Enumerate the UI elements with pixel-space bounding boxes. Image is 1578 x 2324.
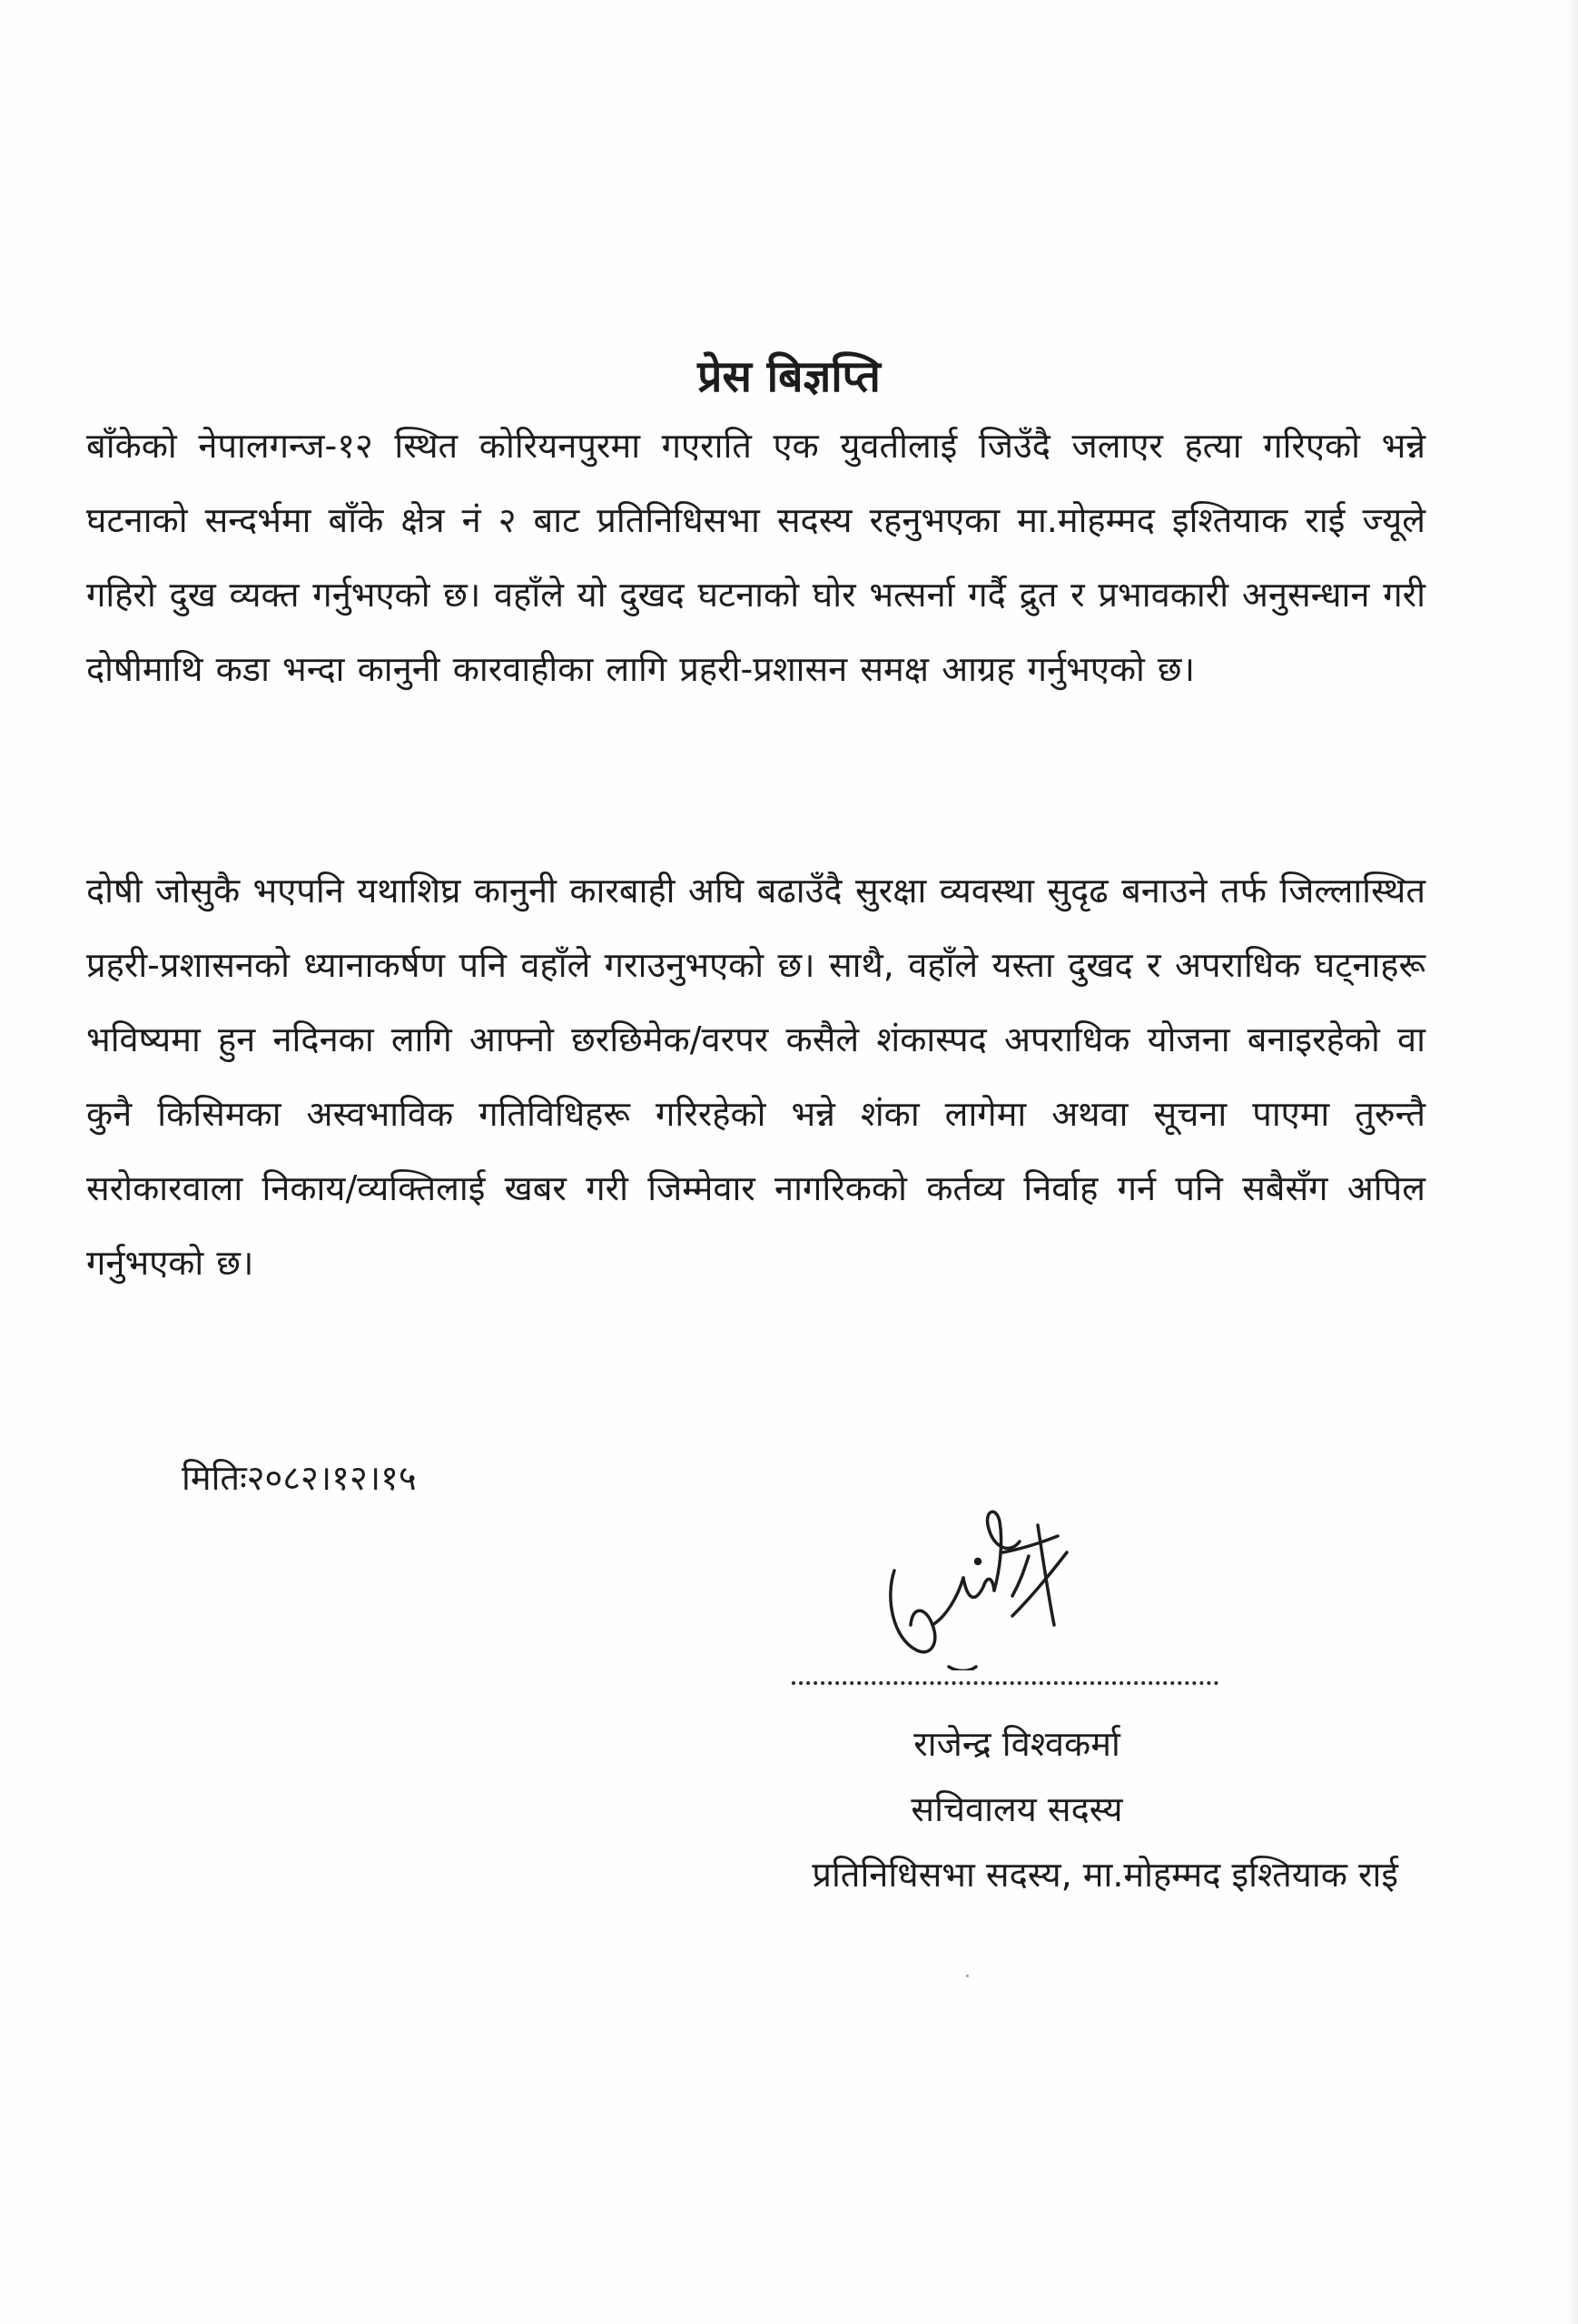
paper-speck (966, 1974, 969, 1977)
signatory-role: सचिवालय सदस्य (911, 1789, 1123, 1829)
signature-dotted-line (792, 1681, 1218, 1685)
handwritten-signature-icon (876, 1489, 1076, 1670)
signatory-office: प्रतिनिधिसभा सदस्य, मा.मोहम्मद इश्तियाक राई (812, 1855, 1398, 1895)
date-line: मितिः२०८२।१२।१५ (182, 1458, 417, 1498)
paragraph-2: दोषी जोसुकै भएपनि यथाशिघ्र कानुनी कारबाही अघि बढाउँदै सुरक्षा व्यवस्था सुदृढ बनाउने तर्फ जिल्लास्थित प्रहरी-प्रशासनको ध्यानाकर्षण पनि वहाँले गराउनुभएको छ। साथै, वहाँले यस्ता दुखद र अपराधिक घट्नाहरू भविष्यमा हुन नदिनका लागि आफ्नो छरछिमेक/वरपर कसैले शंकास्पद अपराधिक योजना बनाइरहेको वा कुनै किसिमका अस्वभाविक गतिविधिहरू गरिरहेको भन्ने शंका लागेमा अथवा सूचना पाएमा तुरुन्तै सरोकारवाला निकाय/व्यक्तिलाई खबर गरी जिम्मेवार नागरिकको कर्तव्य निर्वाह गर्न पनि सबैसँग अपिल गर्नुभएको छ। (86, 871, 1425, 1283)
document-title: प्रेस बिज्ञप्ति (697, 351, 881, 402)
signatory-name: राजेन्द्र विश्वकर्मा (913, 1724, 1120, 1764)
page-edge-shadow (1565, 0, 1578, 2324)
signatory-block (636, 1711, 1398, 1907)
paragraph-1: बाँकेको नेपालगन्ज-१२ स्थित कोरियनपुरमा गएराति एक युवतीलाई जिउँदै जलाएर हत्या गरिएको भन्ने घटनाको सन्दर्भमा बाँके क्षेत्र नं २ बाट प्रतिनिधिसभा सदस्य रहनुभएका मा.मोहम्मद इश्तियाक राई ज्यूले गहिरो दुख व्यक्त गर्नुभएको छ। वहाँले यो दुखद घटनाको घोर भत्सर्ना गर्दै द्रुत र प्रभावकारी अनुसन्धान गरी दोषीमाथि कडा भन्दा कानुनी कारवाहीका लागि प्रहरी-प्रशासन समक्ष आग्रह गर्नुभएको छ। (86, 426, 1425, 689)
